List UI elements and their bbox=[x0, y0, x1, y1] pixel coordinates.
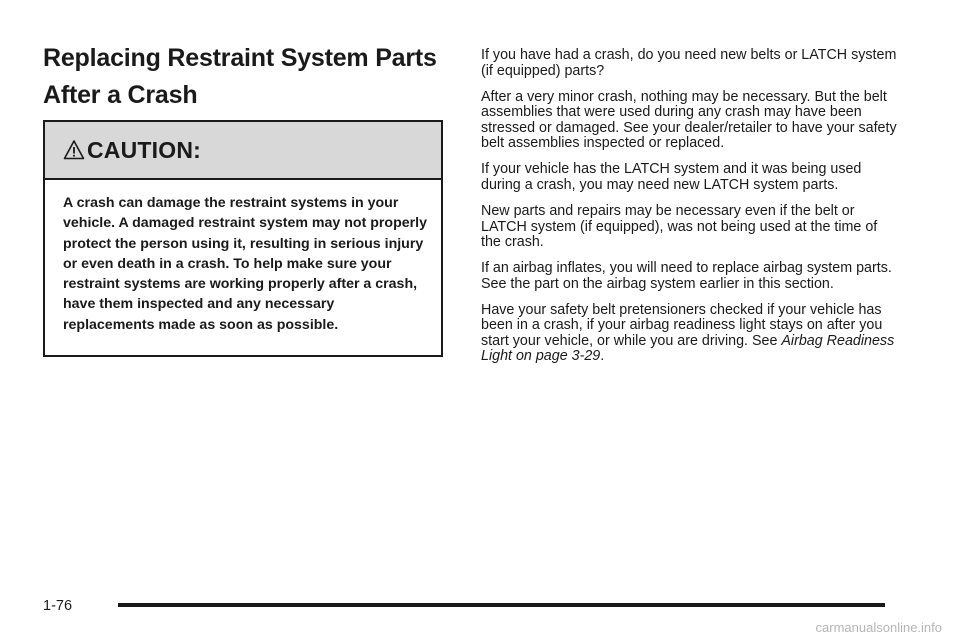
caution-header bbox=[45, 122, 441, 180]
caution-title: CAUTION: bbox=[87, 136, 202, 163]
caution-box bbox=[43, 120, 443, 357]
paragraph: If an airbag inflates, you will need to replace airbag system parts. See the part on the airbag system earlier in this section. bbox=[481, 260, 892, 292]
warning-triangle-icon bbox=[63, 139, 85, 161]
paragraph-end: . bbox=[600, 348, 605, 365]
footer-rule bbox=[118, 603, 885, 607]
paragraph: New parts and repairs may be necessary even if the belt or LATCH system (if equipped), was not being used at the time of the crash. bbox=[481, 202, 878, 251]
paragraph: If your vehicle has the LATCH system and it was being used during a crash, you may need new LATCH system parts. bbox=[481, 161, 862, 193]
paragraph: If you have had a crash, do you need new belts or LATCH system (if equipped) parts? bbox=[481, 47, 897, 79]
section-heading: Replacing Restraint System Parts After a Crash bbox=[43, 44, 437, 109]
cross-reference-link[interactable]: Airbag Readiness Light on page 3-29 bbox=[481, 332, 895, 365]
right-column bbox=[481, 48, 901, 375]
watermark: carmanualsonline.info bbox=[815, 620, 942, 635]
paragraph: After a very minor crash, nothing may be necessary. But the belt assemblies that were used during any crash may have been stressed or damaged. See your dealer/retailer to have your safety belt assemblies inspected or replaced. bbox=[481, 88, 897, 152]
page-number: 1-76 bbox=[43, 598, 73, 614]
paragraph-text: Have your safety belt pretensioners checked if your vehicle has been in a crash, if your airbag readiness light stays on after you start your vehicle, or while you are driving. See bbox=[481, 301, 883, 349]
left-column bbox=[43, 40, 447, 333]
caution-text: A crash can damage the restraint systems in your vehicle. A damaged restraint system may not properly protect the person using it, resulting in serious injury or even death in a crash. To help make sure your restraint systems are working properly after a crash, have them inspected and any necessary replacements made as soon as possible. bbox=[63, 195, 428, 333]
paragraph bbox=[481, 303, 901, 365]
